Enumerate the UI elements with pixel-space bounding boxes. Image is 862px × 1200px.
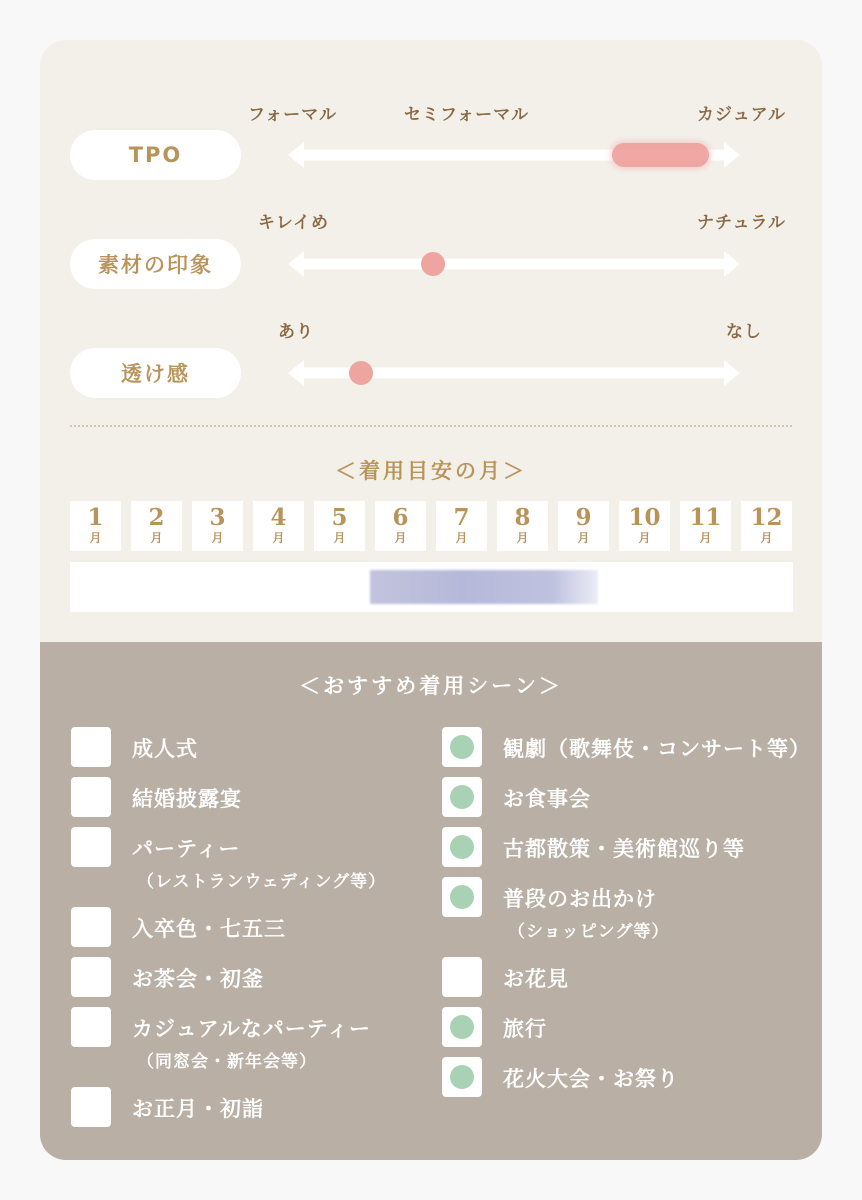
sheer-no-label: なし [726, 322, 762, 342]
month-unit: 月 [638, 531, 651, 545]
check-dot-icon [450, 835, 474, 859]
scene-label: 結婚披露宴 [132, 787, 242, 811]
tpo-label-pill [70, 130, 241, 180]
month-unit: 月 [760, 531, 773, 545]
month-unit: 月 [455, 531, 468, 545]
months-title: ＜着用目安の月＞ [335, 459, 527, 483]
scene-label: お花見 [503, 967, 569, 991]
month-cell [70, 501, 121, 551]
product-spec-card [40, 40, 822, 1160]
scene-label: 入卒色・七五三 [132, 917, 286, 941]
scene-sublabel: （レストランウェディング等） [137, 872, 387, 892]
scene-label: 成人式 [132, 737, 198, 761]
month-cell [497, 501, 548, 551]
scene-checkbox [442, 877, 482, 917]
month-number: 3 [209, 504, 226, 531]
check-dot-icon [450, 1015, 474, 1039]
scene-label: 旅行 [503, 1017, 547, 1041]
month-cell [131, 501, 182, 551]
month-number: 8 [514, 504, 531, 531]
scene-checkbox [442, 1057, 482, 1097]
scene-checkbox [71, 957, 111, 997]
month-number: 9 [575, 504, 592, 531]
month-cell [436, 501, 487, 551]
scene-checkbox [71, 727, 111, 767]
month-number: 11 [689, 504, 722, 531]
month-cell [680, 501, 731, 551]
scene-checkbox [71, 827, 111, 867]
material-label-pill [70, 239, 241, 289]
tpo-track [288, 142, 740, 168]
month-unit: 月 [89, 531, 102, 545]
month-unit: 月 [699, 531, 712, 545]
scene-checkbox [71, 1087, 111, 1127]
material-neat-label: キレイめ [258, 213, 329, 233]
recommended-scenes-panel [40, 642, 822, 1160]
check-dot-icon [450, 785, 474, 809]
scene-label: お茶会・初釜 [132, 967, 264, 991]
sheer-label-pill [70, 348, 241, 398]
sheer-yes-label: あり [278, 322, 314, 342]
month-unit: 月 [333, 531, 346, 545]
check-dot-icon [450, 885, 474, 909]
scene-checkbox [442, 1007, 482, 1047]
month-number: 1 [87, 504, 104, 531]
scene-label: お食事会 [503, 787, 591, 811]
double-arrow-icon [288, 251, 740, 277]
month-range-bar [70, 562, 793, 612]
scenes-title: ＜おすすめ着用シーン＞ [299, 674, 563, 698]
check-dot-icon [450, 1065, 474, 1089]
scene-label: お正月・初詣 [132, 1097, 264, 1121]
scene-sublabel: （同窓会・新年会等） [137, 1052, 317, 1072]
material-label: 素材の印象 [98, 253, 213, 277]
month-unit: 月 [272, 531, 285, 545]
tpo-casual-label: カジュアル [697, 105, 786, 125]
month-cell [192, 501, 243, 551]
month-number: 10 [628, 504, 661, 531]
month-number: 4 [270, 504, 287, 531]
month-range-fill [370, 570, 598, 604]
month-unit: 月 [577, 531, 590, 545]
material-natural-label: ナチュラル [697, 213, 786, 233]
scene-label: 花火大会・お祭り [503, 1067, 679, 1091]
month-unit: 月 [211, 531, 224, 545]
month-cell [253, 501, 304, 551]
sheer-label: 透け感 [121, 362, 190, 386]
tpo-label: TPO [128, 143, 183, 167]
scene-label: カジュアルなパーティー [132, 1017, 372, 1041]
scene-checkbox [442, 777, 482, 817]
month-number: 12 [750, 504, 783, 531]
scene-checkbox [71, 1007, 111, 1047]
scene-checkbox [442, 827, 482, 867]
month-cell [314, 501, 365, 551]
month-cell [741, 501, 792, 551]
tpo-range-marker [612, 143, 710, 167]
month-unit: 月 [516, 531, 529, 545]
sheer-track [288, 360, 740, 386]
scene-checkbox [442, 957, 482, 997]
dotted-divider [70, 425, 792, 427]
scene-checkbox [71, 907, 111, 947]
month-number: 2 [148, 504, 165, 531]
scene-label: 観劇（歌舞伎・コンサート等） [503, 737, 811, 761]
scene-checkbox [71, 777, 111, 817]
month-number: 5 [331, 504, 348, 531]
month-unit: 月 [150, 531, 163, 545]
scene-label: 古都散策・美術館巡り等 [503, 837, 745, 861]
month-cell [558, 501, 609, 551]
check-dot-icon [450, 735, 474, 759]
month-cell [375, 501, 426, 551]
month-number: 6 [392, 504, 409, 531]
material-track [288, 251, 740, 277]
month-cell [619, 501, 670, 551]
scene-label: パーティー [132, 837, 241, 861]
tpo-semiformal-label: セミフォーマル [404, 105, 530, 125]
scene-sublabel: （ショッピング等） [508, 922, 670, 942]
month-number: 7 [453, 504, 470, 531]
scene-checkbox [442, 727, 482, 767]
tpo-formal-label: フォーマル [248, 105, 338, 125]
month-unit: 月 [394, 531, 407, 545]
scene-label: 普段のお出かけ [503, 887, 657, 911]
